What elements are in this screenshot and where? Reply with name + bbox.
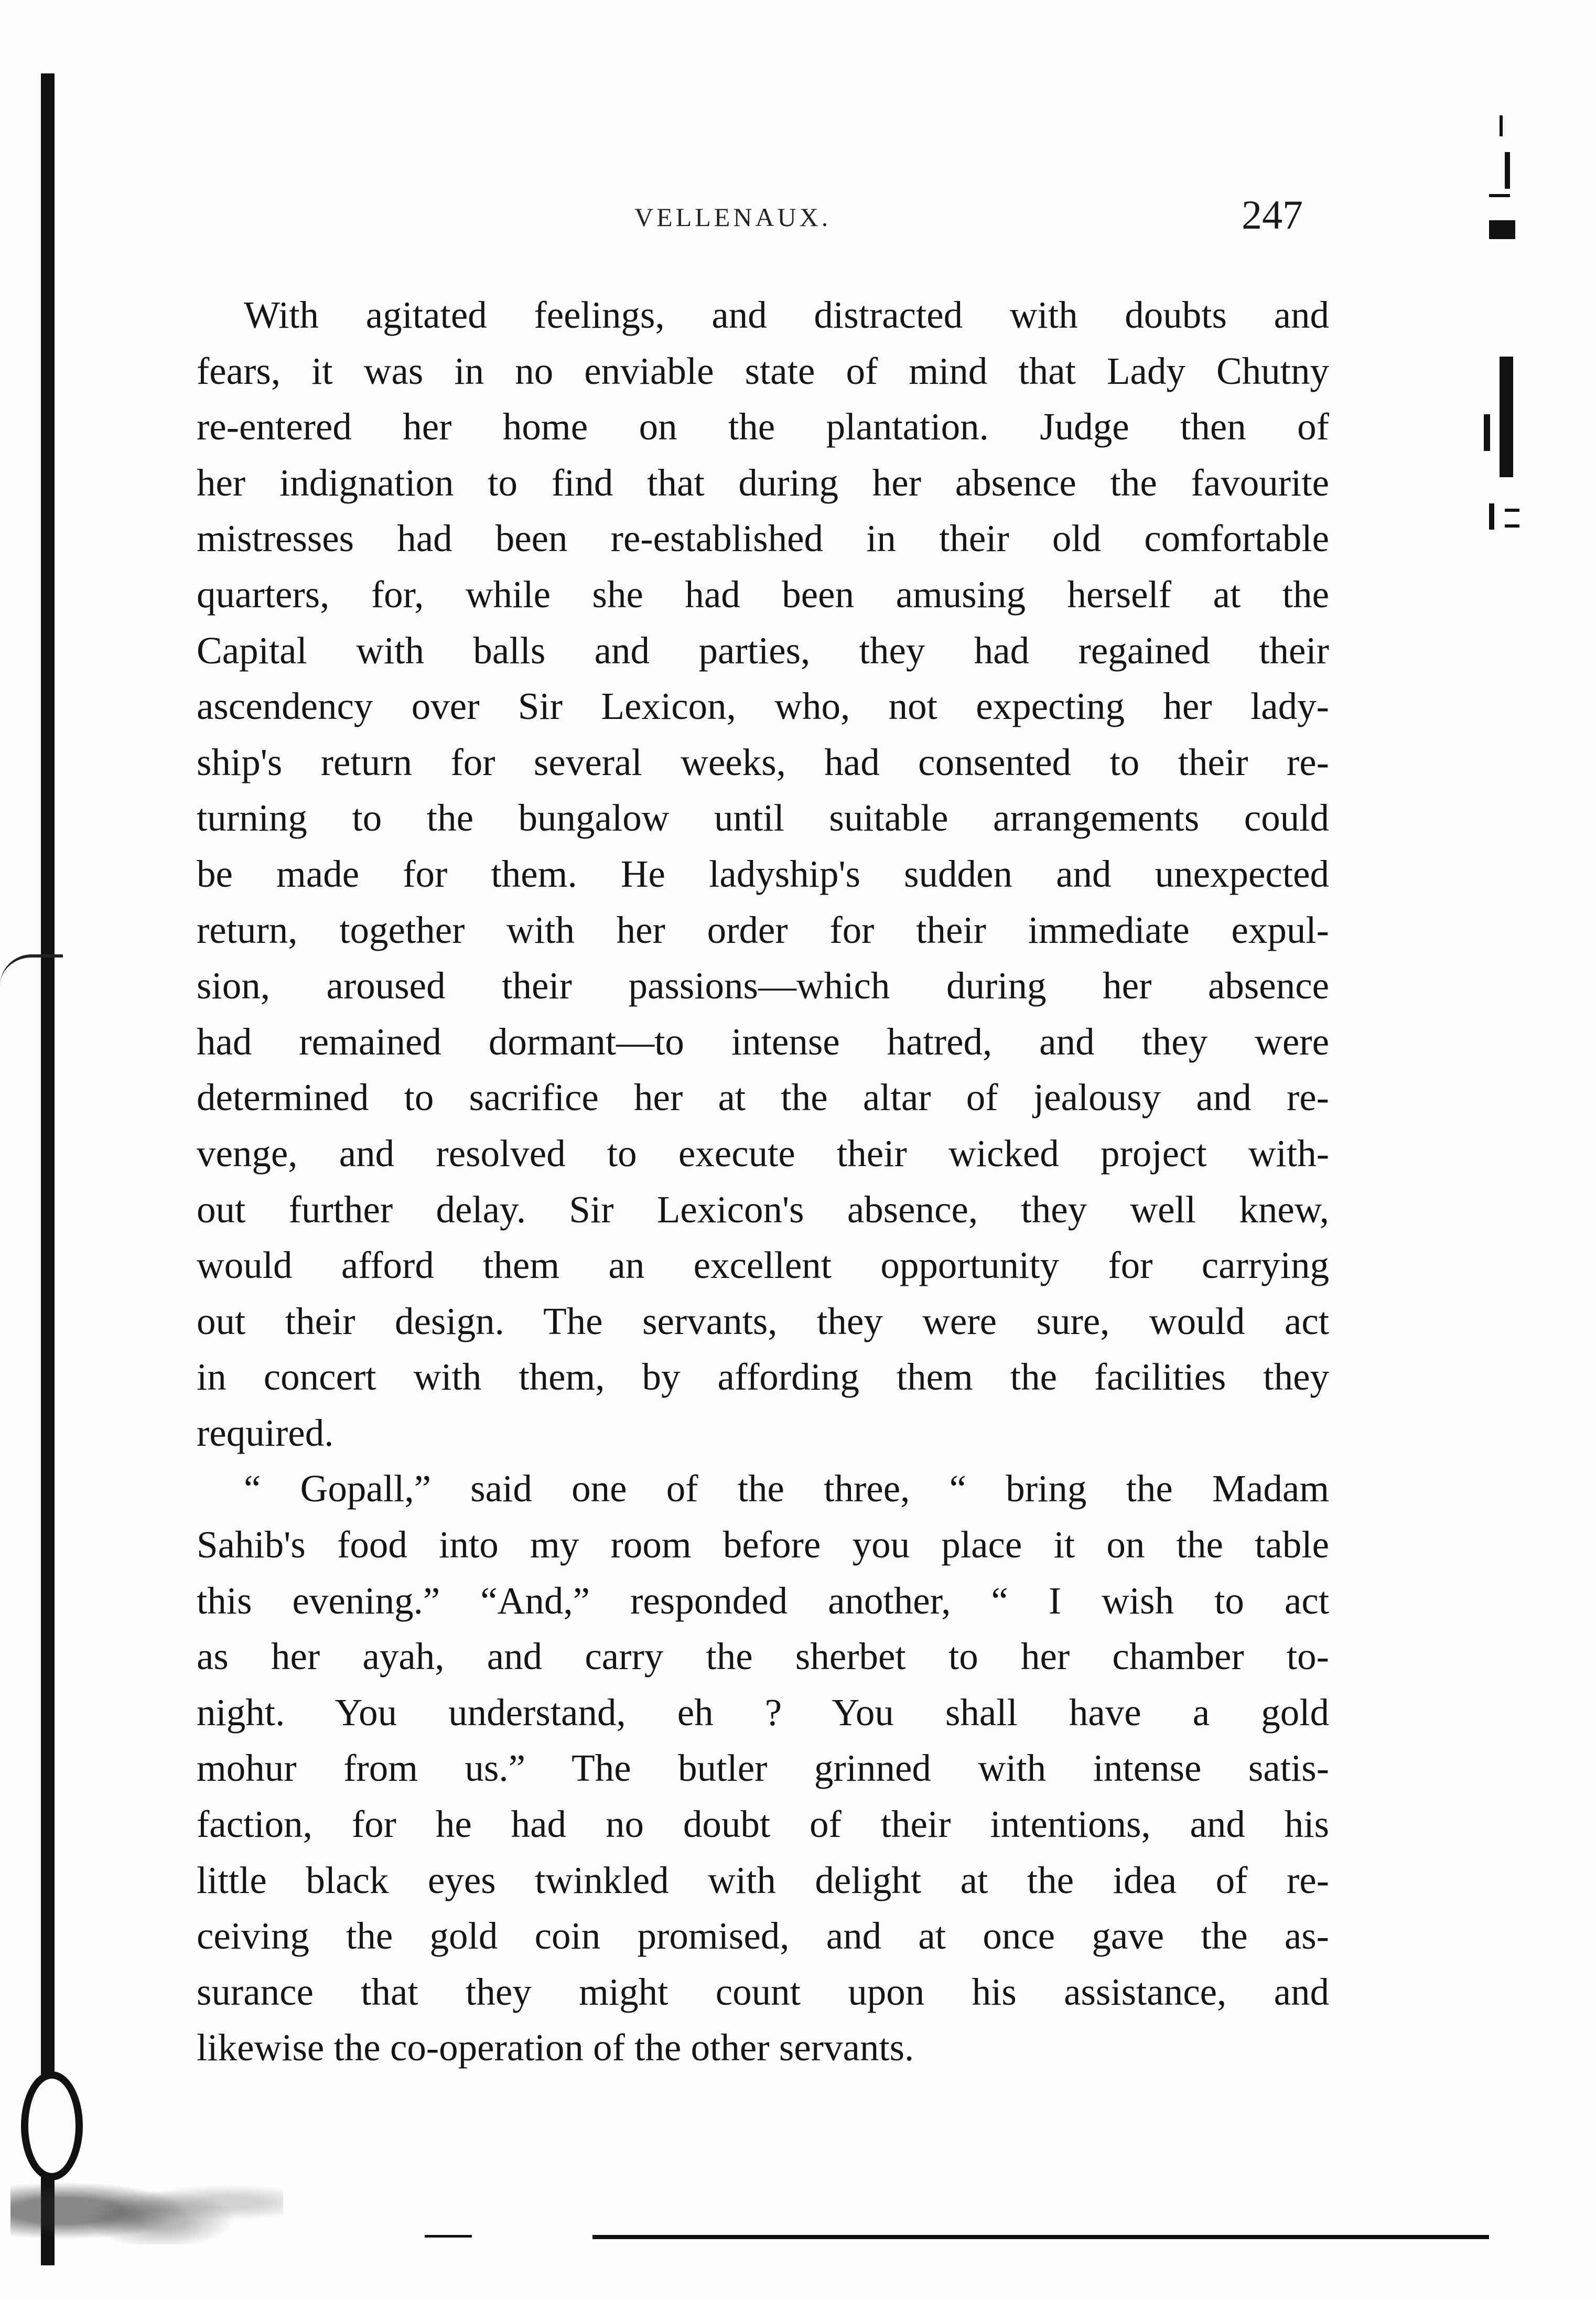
binding-curl-mark [0, 954, 63, 1005]
running-title: VELLENAUX. [634, 202, 832, 232]
text-line: ascendency over Sir Lexicon, who, not expecting her lady- [197, 685, 1329, 728]
bottom-rule-long [592, 2235, 1489, 2239]
scan-smudge [10, 2160, 283, 2244]
text-line: Sahib's food into my room before you place it on the table [197, 1523, 1329, 1566]
text-line: little black eyes twinkled with delight at the idea of re- [197, 1858, 1329, 1901]
page-number: 247 [1242, 192, 1303, 238]
text-line: sion, aroused their passions—which during her absence [197, 964, 1329, 1007]
text-line: determined to sacrifice her at the altar of jealousy and re- [197, 1076, 1329, 1119]
text-line: “ Gopall,” said one of the three, “ bring the Madam [244, 1467, 1329, 1510]
text-line: required. [197, 1411, 334, 1454]
text-line: be made for them. He ladyship's sudden and unexpected [197, 852, 1329, 895]
text-line: in concert with them, by affording them the facilities they [197, 1356, 1329, 1399]
text-line: faction, for he had no doubt of their intentions, and his [197, 1803, 1329, 1846]
text-line: would afford them an excellent opportunity for carrying [197, 1244, 1329, 1287]
text-line: re-entered her home on the plantation. Judge then of [197, 405, 1329, 448]
right-edge-scan-marks [1484, 105, 1526, 556]
text-line: return, together with her order for their immediate expul- [197, 908, 1329, 951]
text-line: quarters, for, while she had been amusing herself at the [197, 573, 1329, 616]
text-line: fears, it was in no enviable state of mind that Lady Chutny [197, 349, 1329, 392]
text-line: had remained dormant—to intense hatred, and they were [197, 1020, 1329, 1063]
text-line: night. You understand, eh ? You shall have a gold [197, 1691, 1329, 1734]
binding-edge-shadow [41, 73, 55, 2265]
text-line: surance that they might count upon his assistance, and [197, 1970, 1329, 2013]
text-line: out their design. The servants, they were sure, would act [197, 1299, 1329, 1342]
bottom-rule-short [425, 2235, 472, 2238]
text-line: mistresses had been re-established in their old comfortable [197, 517, 1329, 560]
body-text [197, 287, 1329, 2076]
text-line: With agitated feelings, and distracted with doubts and [244, 294, 1329, 336]
text-line: likewise the co-operation of the other servants. [197, 2026, 914, 2069]
text-line: ceiving the gold coin promised, and at once gave the as- [197, 1915, 1329, 1958]
text-line: this evening.” “And,” responded another, “ I wish to act [197, 1579, 1329, 1622]
text-line: as her ayah, and carry the sherbet to her chamber to- [197, 1635, 1329, 1678]
text-line: mohur from us.” The butler grinned with intense satis- [197, 1747, 1329, 1790]
text-line: Capital with balls and parties, they had regained their [197, 629, 1329, 672]
text-line: out further delay. Sir Lexicon's absence, they well knew, [197, 1188, 1329, 1231]
text-line: ship's return for several weeks, had consented to their re- [197, 740, 1329, 783]
text-line: venge, and resolved to execute their wicked project with- [197, 1132, 1329, 1175]
text-line: her indignation to find that during her absence the favourite [197, 461, 1329, 504]
text-line: turning to the bungalow until suitable arrangements could [197, 797, 1329, 840]
